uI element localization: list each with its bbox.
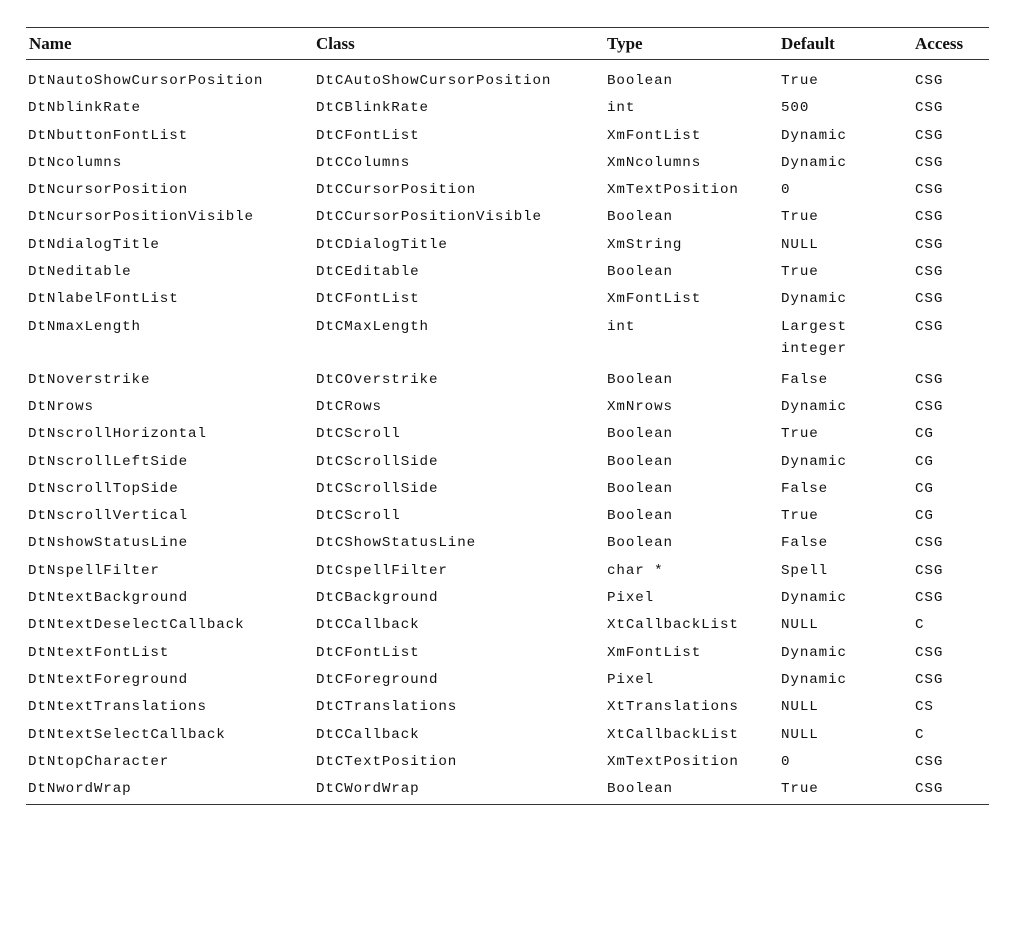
cell-access: CSG <box>915 154 944 171</box>
bottom-rule <box>26 804 989 805</box>
table-row <box>26 256 989 283</box>
cell-default: 500 <box>781 100 810 117</box>
cell-type: int <box>607 100 636 117</box>
cell-default: True <box>781 508 819 525</box>
cell-class: DtCScrollSide <box>316 480 439 497</box>
cell-class: DtCScroll <box>316 508 401 525</box>
cell-type: XmNrows <box>607 398 673 415</box>
cell-name: DtNcolumns <box>28 154 123 171</box>
table-row <box>26 609 989 636</box>
cell-class: DtCForeground <box>316 671 439 688</box>
cell-default: NULL <box>781 699 819 716</box>
cell-class: DtCOverstrike <box>316 371 439 388</box>
cell-access: CSG <box>915 781 944 798</box>
cell-default: Spell <box>781 562 829 579</box>
cell-access: CSG <box>915 291 944 308</box>
cell-name: DtNoverstrike <box>28 371 151 388</box>
cell-class: DtCCursorPositionVisible <box>316 209 542 226</box>
cell-class: DtCCallback <box>316 617 420 634</box>
cell-type: XtTranslations <box>607 699 739 716</box>
cell-type: Boolean <box>607 508 673 525</box>
cell-default: Dynamic <box>781 154 847 171</box>
cell-type: XmTextPosition <box>607 182 739 199</box>
table-row <box>26 691 989 718</box>
cell-type: XmNcolumns <box>607 154 702 171</box>
cell-type: Boolean <box>607 426 673 443</box>
table-row <box>26 229 989 256</box>
table-row <box>26 418 989 445</box>
cell-name: DtNdialogTitle <box>28 236 160 253</box>
cell-name: DtNtextSelectCallback <box>28 726 226 743</box>
table-row <box>26 500 989 527</box>
cell-class: DtCFontList <box>316 644 420 661</box>
cell-access: CSG <box>915 264 944 281</box>
cell-default: Dynamic <box>781 590 847 607</box>
table-row <box>26 283 989 310</box>
table-row <box>26 201 989 228</box>
cell-access: CSG <box>915 590 944 607</box>
table-row <box>26 174 989 201</box>
cell-access: CSG <box>915 753 944 770</box>
cell-type: XtCallbackList <box>607 617 739 634</box>
cell-name: DtNlabelFontList <box>28 291 179 308</box>
cell-type: Pixel <box>607 671 655 688</box>
cell-default: Dynamic <box>781 127 847 144</box>
header-name: Name <box>29 33 72 53</box>
cell-access: CSG <box>915 100 944 117</box>
table-row <box>26 147 989 174</box>
cell-class: DtCTranslations <box>316 699 458 716</box>
cell-access: CS <box>915 699 934 716</box>
cell-class: DtCRows <box>316 398 382 415</box>
cell-class: DtCspellFilter <box>316 562 448 579</box>
cell-type: Boolean <box>607 535 673 552</box>
cell-default: Dynamic <box>781 453 847 470</box>
cell-name: DtNrows <box>28 398 94 415</box>
cell-access: CSG <box>915 236 944 253</box>
cell-name: DtNwordWrap <box>28 781 132 798</box>
cell-type: Boolean <box>607 480 673 497</box>
cell-default: True <box>781 73 819 89</box>
cell-default: NULL <box>781 236 819 253</box>
cell-access: CG <box>915 508 934 525</box>
cell-access: CSG <box>915 644 944 661</box>
cell-name: DtNbuttonFontList <box>28 127 189 144</box>
cell-name: DtNscrollLeftSide <box>28 453 189 470</box>
cell-name: DtNshowStatusLine <box>28 535 189 552</box>
cell-name: DtNcursorPositionVisible <box>28 209 254 226</box>
cell-type: Boolean <box>607 371 673 388</box>
cell-class: DtCFontList <box>316 291 420 308</box>
cell-default: False <box>781 480 829 497</box>
cell-name: DtNtextForeground <box>28 671 189 688</box>
table-body <box>26 60 989 804</box>
table-row <box>26 446 989 473</box>
table-row <box>26 773 989 800</box>
cell-name: DtNeditable <box>28 264 132 281</box>
cell-default: Dynamic <box>781 398 847 415</box>
cell-name: DtNtextDeselectCallback <box>28 617 245 634</box>
cell-access: CG <box>915 453 934 470</box>
cell-access: C <box>915 726 925 743</box>
table-row <box>26 473 989 500</box>
cell-name: DtNcursorPosition <box>28 182 189 199</box>
cell-default: False <box>781 371 829 388</box>
header-default: Default <box>781 33 835 53</box>
cell-name: DtNspellFilter <box>28 562 160 579</box>
cell-type: char * <box>607 562 664 579</box>
cell-default: NULL <box>781 726 819 743</box>
table-row <box>26 120 989 147</box>
cell-default: Largest integer <box>781 318 847 357</box>
cell-access: CSG <box>915 209 944 226</box>
cell-name: DtNautoShowCursorPosition <box>28 73 264 89</box>
cell-type: XmFontList <box>607 127 702 144</box>
table-row <box>26 555 989 582</box>
cell-class: DtCEditable <box>316 264 420 281</box>
cell-default: 0 <box>781 753 791 770</box>
cell-class: DtCTextPosition <box>316 753 458 770</box>
cell-default: NULL <box>781 617 819 634</box>
cell-type: XmFontList <box>607 644 702 661</box>
cell-class: DtCWordWrap <box>316 781 420 798</box>
cell-type: XmFontList <box>607 291 702 308</box>
cell-type: XmString <box>607 236 683 253</box>
cell-type: Boolean <box>607 781 673 798</box>
table-row <box>26 391 989 418</box>
cell-name: DtNblinkRate <box>28 100 141 117</box>
cell-access: CSG <box>915 318 944 335</box>
cell-default: True <box>781 426 819 443</box>
cell-default: 0 <box>781 182 791 199</box>
table-row <box>26 364 989 391</box>
cell-access: CSG <box>915 371 944 388</box>
cell-type: XmTextPosition <box>607 753 739 770</box>
cell-class: DtCBackground <box>316 590 439 607</box>
cell-type: Boolean <box>607 453 673 470</box>
table-row <box>26 65 989 92</box>
table-row <box>26 664 989 691</box>
cell-access: CG <box>915 480 934 497</box>
header-type: Type <box>607 33 643 53</box>
cell-class: DtCFontList <box>316 127 420 144</box>
cell-access: CSG <box>915 398 944 415</box>
cell-class: DtCAutoShowCursorPosition <box>316 73 552 89</box>
cell-default: Dynamic <box>781 291 847 308</box>
cell-name: DtNscrollHorizontal <box>28 426 207 443</box>
header-access: Access <box>915 33 964 53</box>
cell-name: DtNtextBackground <box>28 590 189 607</box>
cell-access: CSG <box>915 182 944 199</box>
cell-default: True <box>781 264 819 281</box>
cell-class: DtCScroll <box>316 426 401 443</box>
cell-type: XtCallbackList <box>607 726 739 743</box>
cell-default: Dynamic <box>781 671 847 688</box>
table-row <box>26 746 989 773</box>
table-row <box>26 637 989 664</box>
cell-name: DtNmaxLength <box>28 318 141 335</box>
table-header <box>26 28 989 59</box>
cell-access: CSG <box>915 671 944 688</box>
cell-class: DtCMaxLength <box>316 318 429 335</box>
cell-access: CSG <box>915 535 944 552</box>
cell-type: Boolean <box>607 73 673 89</box>
cell-default: True <box>781 209 819 226</box>
cell-class: DtCDialogTitle <box>316 236 448 253</box>
cell-access: CSG <box>915 73 944 89</box>
cell-default: True <box>781 781 819 798</box>
resource-table <box>26 27 989 805</box>
cell-class: DtCShowStatusLine <box>316 535 477 552</box>
cell-type: Boolean <box>607 209 673 226</box>
cell-type: Boolean <box>607 264 673 281</box>
cell-default: False <box>781 535 829 552</box>
cell-class: DtCScrollSide <box>316 453 439 470</box>
cell-name: DtNtextFontList <box>28 644 170 661</box>
cell-access: C <box>915 617 925 634</box>
cell-name: DtNscrollTopSide <box>28 480 179 497</box>
table-row <box>26 311 989 364</box>
cell-class: DtCBlinkRate <box>316 100 429 117</box>
cell-access: CSG <box>915 127 944 144</box>
header-class: Class <box>316 33 355 53</box>
table-row <box>26 582 989 609</box>
cell-name: DtNtextTranslations <box>28 699 207 716</box>
cell-default: Dynamic <box>781 644 847 661</box>
cell-name: DtNtopCharacter <box>28 753 170 770</box>
cell-access: CG <box>915 426 934 443</box>
table-row <box>26 527 989 554</box>
cell-type: Pixel <box>607 590 655 607</box>
cell-type: int <box>607 318 636 335</box>
cell-class: DtCCallback <box>316 726 420 743</box>
cell-name: DtNscrollVertical <box>28 508 189 525</box>
table-row <box>26 92 989 119</box>
cell-class: DtCColumns <box>316 154 411 171</box>
table-row <box>26 719 989 746</box>
cell-class: DtCCursorPosition <box>316 182 477 199</box>
cell-access: CSG <box>915 562 944 579</box>
